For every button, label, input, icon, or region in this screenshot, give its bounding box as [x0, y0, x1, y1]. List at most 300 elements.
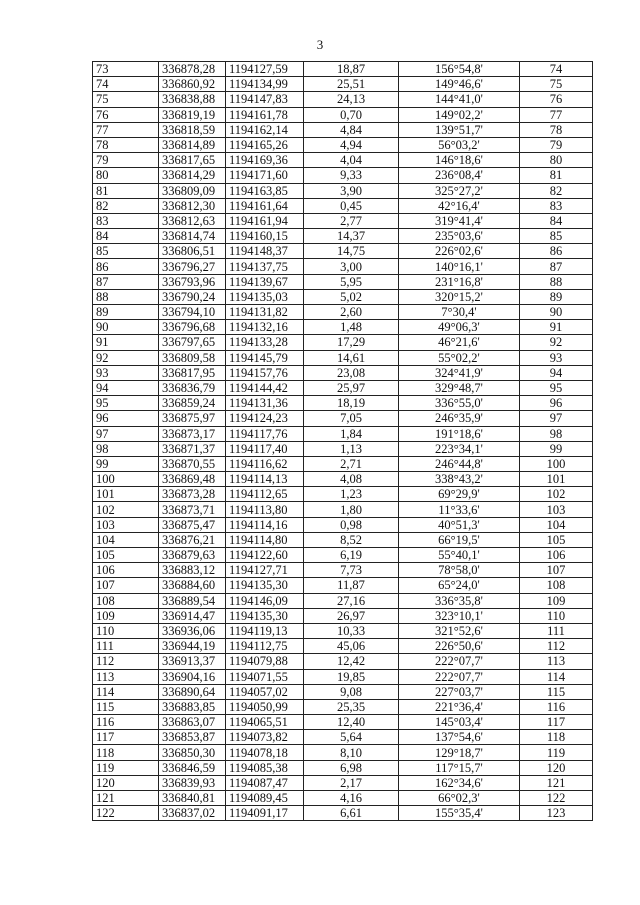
- x-coordinate-cell: 336796,27: [159, 259, 226, 274]
- table-row: [93, 806, 593, 821]
- point-number-cell: 114: [93, 684, 159, 699]
- table-row: [93, 289, 593, 304]
- table-row: [93, 669, 593, 684]
- x-coordinate-cell: 336860,92: [159, 77, 226, 92]
- table-row: [93, 760, 593, 775]
- point-number-cell: 87: [93, 274, 159, 289]
- direction-angle-cell: 231°16,8': [399, 274, 520, 289]
- table-row: [93, 396, 593, 411]
- direction-angle-cell: 324°41,9': [399, 365, 520, 380]
- y-coordinate-cell: 1194112,75: [226, 639, 304, 654]
- table-row: [93, 502, 593, 517]
- direction-angle-cell: 246°44,8': [399, 456, 520, 471]
- y-coordinate-cell: 1194050,99: [226, 699, 304, 714]
- direction-angle-cell: 338°43,2': [399, 472, 520, 487]
- table-row: [93, 487, 593, 502]
- direction-angle-cell: 191°18,6': [399, 426, 520, 441]
- x-coordinate-cell: 336876,21: [159, 532, 226, 547]
- point-number-cell: 106: [93, 563, 159, 578]
- y-coordinate-cell: 1194135,30: [226, 578, 304, 593]
- direction-angle-cell: 66°02,3': [399, 791, 520, 806]
- next-point-number-cell: 77: [520, 107, 593, 122]
- y-coordinate-cell: 1194089,45: [226, 791, 304, 806]
- table-row: [93, 213, 593, 228]
- x-coordinate-cell: 336790,24: [159, 289, 226, 304]
- next-point-number-cell: 89: [520, 289, 593, 304]
- next-point-number-cell: 90: [520, 305, 593, 320]
- point-number-cell: 95: [93, 396, 159, 411]
- table-row: [93, 305, 593, 320]
- x-coordinate-cell: 336879,63: [159, 548, 226, 563]
- direction-angle-cell: 223°34,1': [399, 441, 520, 456]
- page-number: 3: [316, 37, 324, 52]
- segment-length-cell: 6,19: [304, 548, 399, 563]
- table-row: [93, 684, 593, 699]
- point-number-cell: 107: [93, 578, 159, 593]
- table-row: [93, 639, 593, 654]
- direction-angle-cell: 11°33,6': [399, 502, 520, 517]
- direction-angle-cell: 222°07,7': [399, 669, 520, 684]
- y-coordinate-cell: 1194161,94: [226, 213, 304, 228]
- point-number-cell: 120: [93, 775, 159, 790]
- y-coordinate-cell: 1194157,76: [226, 365, 304, 380]
- direction-angle-cell: 329°48,7': [399, 380, 520, 395]
- table-row: [93, 608, 593, 623]
- segment-length-cell: 10,33: [304, 623, 399, 638]
- direction-angle-cell: 66°19,5': [399, 532, 520, 547]
- segment-length-cell: 2,17: [304, 775, 399, 790]
- y-coordinate-cell: 1194133,28: [226, 335, 304, 350]
- next-point-number-cell: 119: [520, 745, 593, 760]
- y-coordinate-cell: 1194073,82: [226, 730, 304, 745]
- segment-length-cell: 1,23: [304, 487, 399, 502]
- table-row: [93, 320, 593, 335]
- next-point-number-cell: 91: [520, 320, 593, 335]
- point-number-cell: 96: [93, 411, 159, 426]
- y-coordinate-cell: 1194160,15: [226, 229, 304, 244]
- direction-angle-cell: 323°10,1': [399, 608, 520, 623]
- direction-angle-cell: 320°15,2': [399, 289, 520, 304]
- next-point-number-cell: 80: [520, 153, 593, 168]
- y-coordinate-cell: 1194124,23: [226, 411, 304, 426]
- segment-length-cell: 3,90: [304, 183, 399, 198]
- table-row: [93, 411, 593, 426]
- segment-length-cell: 5,64: [304, 730, 399, 745]
- table-row: [93, 137, 593, 152]
- next-point-number-cell: 99: [520, 441, 593, 456]
- point-number-cell: 74: [93, 77, 159, 92]
- segment-length-cell: 11,87: [304, 578, 399, 593]
- segment-length-cell: 2,77: [304, 213, 399, 228]
- direction-angle-cell: 246°35,9': [399, 411, 520, 426]
- segment-length-cell: 8,52: [304, 532, 399, 547]
- segment-length-cell: 4,84: [304, 122, 399, 137]
- point-number-cell: 78: [93, 137, 159, 152]
- next-point-number-cell: 109: [520, 593, 593, 608]
- table-row: [93, 153, 593, 168]
- point-number-cell: 79: [93, 153, 159, 168]
- direction-angle-cell: 69°29,9': [399, 487, 520, 502]
- x-coordinate-cell: 336814,74: [159, 229, 226, 244]
- x-coordinate-cell: 336817,95: [159, 365, 226, 380]
- segment-length-cell: 0,70: [304, 107, 399, 122]
- x-coordinate-cell: 336809,09: [159, 183, 226, 198]
- next-point-number-cell: 97: [520, 411, 593, 426]
- table-row: [93, 380, 593, 395]
- next-point-number-cell: 108: [520, 578, 593, 593]
- table-row: [93, 168, 593, 183]
- x-coordinate-cell: 336794,10: [159, 305, 226, 320]
- direction-angle-cell: 222°07,7': [399, 654, 520, 669]
- segment-length-cell: 18,87: [304, 62, 399, 77]
- segment-length-cell: 12,40: [304, 715, 399, 730]
- x-coordinate-cell: 336889,54: [159, 593, 226, 608]
- x-coordinate-cell: 336875,47: [159, 517, 226, 532]
- x-coordinate-cell: 336913,37: [159, 654, 226, 669]
- point-number-cell: 109: [93, 608, 159, 623]
- table-row: [93, 365, 593, 380]
- y-coordinate-cell: 1194127,71: [226, 563, 304, 578]
- y-coordinate-cell: 1194165,26: [226, 137, 304, 152]
- table-row: [93, 107, 593, 122]
- next-point-number-cell: 75: [520, 77, 593, 92]
- point-number-cell: 111: [93, 639, 159, 654]
- x-coordinate-cell: 336814,89: [159, 137, 226, 152]
- segment-length-cell: 17,29: [304, 335, 399, 350]
- point-number-cell: 85: [93, 244, 159, 259]
- point-number-cell: 122: [93, 806, 159, 821]
- point-number-cell: 118: [93, 745, 159, 760]
- y-coordinate-cell: 1194114,16: [226, 517, 304, 532]
- y-coordinate-cell: 1194116,62: [226, 456, 304, 471]
- table-row: [93, 456, 593, 471]
- segment-length-cell: 23,08: [304, 365, 399, 380]
- x-coordinate-cell: 336793,96: [159, 274, 226, 289]
- table-row: [93, 426, 593, 441]
- point-number-cell: 103: [93, 517, 159, 532]
- x-coordinate-cell: 336904,16: [159, 669, 226, 684]
- x-coordinate-cell: 336853,87: [159, 730, 226, 745]
- segment-length-cell: 6,98: [304, 760, 399, 775]
- point-number-cell: 77: [93, 122, 159, 137]
- y-coordinate-cell: 1194091,17: [226, 806, 304, 821]
- direction-angle-cell: 49°06,3': [399, 320, 520, 335]
- segment-length-cell: 2,71: [304, 456, 399, 471]
- y-coordinate-cell: 1194114,80: [226, 532, 304, 547]
- segment-length-cell: 4,08: [304, 472, 399, 487]
- x-coordinate-cell: 336817,65: [159, 153, 226, 168]
- direction-angle-cell: 78°58,0': [399, 563, 520, 578]
- direction-angle-cell: 56°03,2': [399, 137, 520, 152]
- segment-length-cell: 25,51: [304, 77, 399, 92]
- y-coordinate-cell: 1194127,59: [226, 62, 304, 77]
- table-row: [93, 472, 593, 487]
- segment-length-cell: 27,16: [304, 593, 399, 608]
- direction-angle-cell: 146°18,6': [399, 153, 520, 168]
- point-number-cell: 76: [93, 107, 159, 122]
- next-point-number-cell: 78: [520, 122, 593, 137]
- segment-length-cell: 25,35: [304, 699, 399, 714]
- segment-length-cell: 4,94: [304, 137, 399, 152]
- segment-length-cell: 1,13: [304, 441, 399, 456]
- next-point-number-cell: 105: [520, 532, 593, 547]
- segment-length-cell: 0,45: [304, 198, 399, 213]
- next-point-number-cell: 96: [520, 396, 593, 411]
- direction-angle-cell: 117°15,7': [399, 760, 520, 775]
- x-coordinate-cell: 336809,58: [159, 350, 226, 365]
- y-coordinate-cell: 1194147,83: [226, 92, 304, 107]
- x-coordinate-cell: 336818,59: [159, 122, 226, 137]
- x-coordinate-cell: 336869,48: [159, 472, 226, 487]
- point-number-cell: 121: [93, 791, 159, 806]
- y-coordinate-cell: 1194057,02: [226, 684, 304, 699]
- y-coordinate-cell: 1194079,88: [226, 654, 304, 669]
- table-row: [93, 335, 593, 350]
- direction-angle-cell: 162°34,6': [399, 775, 520, 790]
- point-number-cell: 104: [93, 532, 159, 547]
- y-coordinate-cell: 1194162,14: [226, 122, 304, 137]
- point-number-cell: 108: [93, 593, 159, 608]
- x-coordinate-cell: 336806,51: [159, 244, 226, 259]
- segment-length-cell: 3,00: [304, 259, 399, 274]
- coordinates-table-body: [93, 62, 593, 821]
- segment-length-cell: 26,97: [304, 608, 399, 623]
- y-coordinate-cell: 1194144,42: [226, 380, 304, 395]
- point-number-cell: 112: [93, 654, 159, 669]
- y-coordinate-cell: 1194148,37: [226, 244, 304, 259]
- table-row: [93, 745, 593, 760]
- table-row: [93, 654, 593, 669]
- next-point-number-cell: 121: [520, 775, 593, 790]
- table-row: [93, 350, 593, 365]
- table-row: [93, 259, 593, 274]
- x-coordinate-cell: 336883,85: [159, 699, 226, 714]
- next-point-number-cell: 86: [520, 244, 593, 259]
- segment-length-cell: 6,61: [304, 806, 399, 821]
- y-coordinate-cell: 1194131,36: [226, 396, 304, 411]
- next-point-number-cell: 101: [520, 472, 593, 487]
- y-coordinate-cell: 1194171,60: [226, 168, 304, 183]
- point-number-cell: 88: [93, 289, 159, 304]
- direction-angle-cell: 137°54,6': [399, 730, 520, 745]
- y-coordinate-cell: 1194112,65: [226, 487, 304, 502]
- y-coordinate-cell: 1194139,67: [226, 274, 304, 289]
- y-coordinate-cell: 1194131,82: [226, 305, 304, 320]
- x-coordinate-cell: 336797,65: [159, 335, 226, 350]
- segment-length-cell: 5,95: [304, 274, 399, 289]
- direction-angle-cell: 145°03,4': [399, 715, 520, 730]
- x-coordinate-cell: 336873,17: [159, 426, 226, 441]
- x-coordinate-cell: 336873,71: [159, 502, 226, 517]
- next-point-number-cell: 111: [520, 623, 593, 638]
- segment-length-cell: 7,05: [304, 411, 399, 426]
- segment-length-cell: 14,75: [304, 244, 399, 259]
- direction-angle-cell: 129°18,7': [399, 745, 520, 760]
- x-coordinate-cell: 336812,63: [159, 213, 226, 228]
- x-coordinate-cell: 336796,68: [159, 320, 226, 335]
- y-coordinate-cell: 1194113,80: [226, 502, 304, 517]
- direction-angle-cell: 319°41,4': [399, 213, 520, 228]
- table-row: [93, 441, 593, 456]
- point-number-cell: 75: [93, 92, 159, 107]
- next-point-number-cell: 115: [520, 684, 593, 699]
- next-point-number-cell: 87: [520, 259, 593, 274]
- direction-angle-cell: 235°03,6': [399, 229, 520, 244]
- y-coordinate-cell: 1194134,99: [226, 77, 304, 92]
- next-point-number-cell: 79: [520, 137, 593, 152]
- segment-length-cell: 18,19: [304, 396, 399, 411]
- table-row: [93, 62, 593, 77]
- direction-angle-cell: 336°55,0': [399, 396, 520, 411]
- table-row: [93, 122, 593, 137]
- x-coordinate-cell: 336883,12: [159, 563, 226, 578]
- y-coordinate-cell: 1194137,75: [226, 259, 304, 274]
- x-coordinate-cell: 336875,97: [159, 411, 226, 426]
- segment-length-cell: 25,97: [304, 380, 399, 395]
- next-point-number-cell: 76: [520, 92, 593, 107]
- next-point-number-cell: 98: [520, 426, 593, 441]
- y-coordinate-cell: 1194163,85: [226, 183, 304, 198]
- table-row: [93, 623, 593, 638]
- next-point-number-cell: 85: [520, 229, 593, 244]
- point-number-cell: 110: [93, 623, 159, 638]
- segment-length-cell: 9,33: [304, 168, 399, 183]
- point-number-cell: 113: [93, 669, 159, 684]
- direction-angle-cell: 221°36,4': [399, 699, 520, 714]
- table-row: [93, 183, 593, 198]
- direction-angle-cell: 155°35,4': [399, 806, 520, 821]
- table-row: [93, 517, 593, 532]
- x-coordinate-cell: 336859,24: [159, 396, 226, 411]
- next-point-number-cell: 122: [520, 791, 593, 806]
- y-coordinate-cell: 1194145,79: [226, 350, 304, 365]
- next-point-number-cell: 114: [520, 669, 593, 684]
- point-number-cell: 83: [93, 213, 159, 228]
- segment-length-cell: 9,08: [304, 684, 399, 699]
- table-row: [93, 532, 593, 547]
- next-point-number-cell: 92: [520, 335, 593, 350]
- point-number-cell: 90: [93, 320, 159, 335]
- point-number-cell: 115: [93, 699, 159, 714]
- x-coordinate-cell: 336812,30: [159, 198, 226, 213]
- direction-angle-cell: 149°46,6': [399, 77, 520, 92]
- table-row: [93, 775, 593, 790]
- x-coordinate-cell: 336870,55: [159, 456, 226, 471]
- direction-angle-cell: 226°02,6': [399, 244, 520, 259]
- direction-angle-cell: 55°40,1': [399, 548, 520, 563]
- y-coordinate-cell: 1194135,30: [226, 608, 304, 623]
- direction-angle-cell: 226°50,6': [399, 639, 520, 654]
- y-coordinate-cell: 1194117,40: [226, 441, 304, 456]
- x-coordinate-cell: 336871,37: [159, 441, 226, 456]
- segment-length-cell: 7,73: [304, 563, 399, 578]
- direction-angle-cell: 336°35,8': [399, 593, 520, 608]
- next-point-number-cell: 103: [520, 502, 593, 517]
- y-coordinate-cell: 1194135,03: [226, 289, 304, 304]
- y-coordinate-cell: 1194119,13: [226, 623, 304, 638]
- point-number-cell: 100: [93, 472, 159, 487]
- x-coordinate-cell: 336836,79: [159, 380, 226, 395]
- direction-angle-cell: 149°02,2': [399, 107, 520, 122]
- y-coordinate-cell: 1194085,38: [226, 760, 304, 775]
- next-point-number-cell: 117: [520, 715, 593, 730]
- table-row: [93, 791, 593, 806]
- y-coordinate-cell: 1194114,13: [226, 472, 304, 487]
- segment-length-cell: 4,16: [304, 791, 399, 806]
- point-number-cell: 98: [93, 441, 159, 456]
- next-point-number-cell: 112: [520, 639, 593, 654]
- table-row: [93, 699, 593, 714]
- table-row: [93, 730, 593, 745]
- next-point-number-cell: 94: [520, 365, 593, 380]
- direction-angle-cell: 139°51,7': [399, 122, 520, 137]
- segment-length-cell: 2,60: [304, 305, 399, 320]
- x-coordinate-cell: 336850,30: [159, 745, 226, 760]
- point-number-cell: 119: [93, 760, 159, 775]
- next-point-number-cell: 116: [520, 699, 593, 714]
- point-number-cell: 82: [93, 198, 159, 213]
- next-point-number-cell: 82: [520, 183, 593, 198]
- y-coordinate-cell: 1194132,16: [226, 320, 304, 335]
- direction-angle-cell: 46°21,6': [399, 335, 520, 350]
- point-number-cell: 92: [93, 350, 159, 365]
- next-point-number-cell: 93: [520, 350, 593, 365]
- y-coordinate-cell: 1194078,18: [226, 745, 304, 760]
- segment-length-cell: 12,42: [304, 654, 399, 669]
- next-point-number-cell: 106: [520, 548, 593, 563]
- direction-angle-cell: 65°24,0': [399, 578, 520, 593]
- y-coordinate-cell: 1194146,09: [226, 593, 304, 608]
- next-point-number-cell: 113: [520, 654, 593, 669]
- next-point-number-cell: 81: [520, 168, 593, 183]
- next-point-number-cell: 74: [520, 62, 593, 77]
- table-row: [93, 548, 593, 563]
- table-row: [93, 244, 593, 259]
- y-coordinate-cell: 1194169,36: [226, 153, 304, 168]
- direction-angle-cell: 42°16,4': [399, 198, 520, 213]
- x-coordinate-cell: 336840,81: [159, 791, 226, 806]
- coordinates-table: [92, 61, 593, 821]
- point-number-cell: 94: [93, 380, 159, 395]
- point-number-cell: 99: [93, 456, 159, 471]
- direction-angle-cell: 140°16,1': [399, 259, 520, 274]
- point-number-cell: 105: [93, 548, 159, 563]
- x-coordinate-cell: 336819,19: [159, 107, 226, 122]
- point-number-cell: 91: [93, 335, 159, 350]
- segment-length-cell: 0,98: [304, 517, 399, 532]
- point-number-cell: 86: [93, 259, 159, 274]
- y-coordinate-cell: 1194065,51: [226, 715, 304, 730]
- y-coordinate-cell: 1194117,76: [226, 426, 304, 441]
- segment-length-cell: 8,10: [304, 745, 399, 760]
- x-coordinate-cell: 336873,28: [159, 487, 226, 502]
- point-number-cell: 80: [93, 168, 159, 183]
- y-coordinate-cell: 1194161,78: [226, 107, 304, 122]
- y-coordinate-cell: 1194122,60: [226, 548, 304, 563]
- y-coordinate-cell: 1194071,55: [226, 669, 304, 684]
- segment-length-cell: 1,80: [304, 502, 399, 517]
- next-point-number-cell: 107: [520, 563, 593, 578]
- table-row: [93, 229, 593, 244]
- table-row: [93, 578, 593, 593]
- point-number-cell: 81: [93, 183, 159, 198]
- table-row: [93, 593, 593, 608]
- point-number-cell: 73: [93, 62, 159, 77]
- segment-length-cell: 19,85: [304, 669, 399, 684]
- table-row: [93, 198, 593, 213]
- x-coordinate-cell: 336814,29: [159, 168, 226, 183]
- point-number-cell: 84: [93, 229, 159, 244]
